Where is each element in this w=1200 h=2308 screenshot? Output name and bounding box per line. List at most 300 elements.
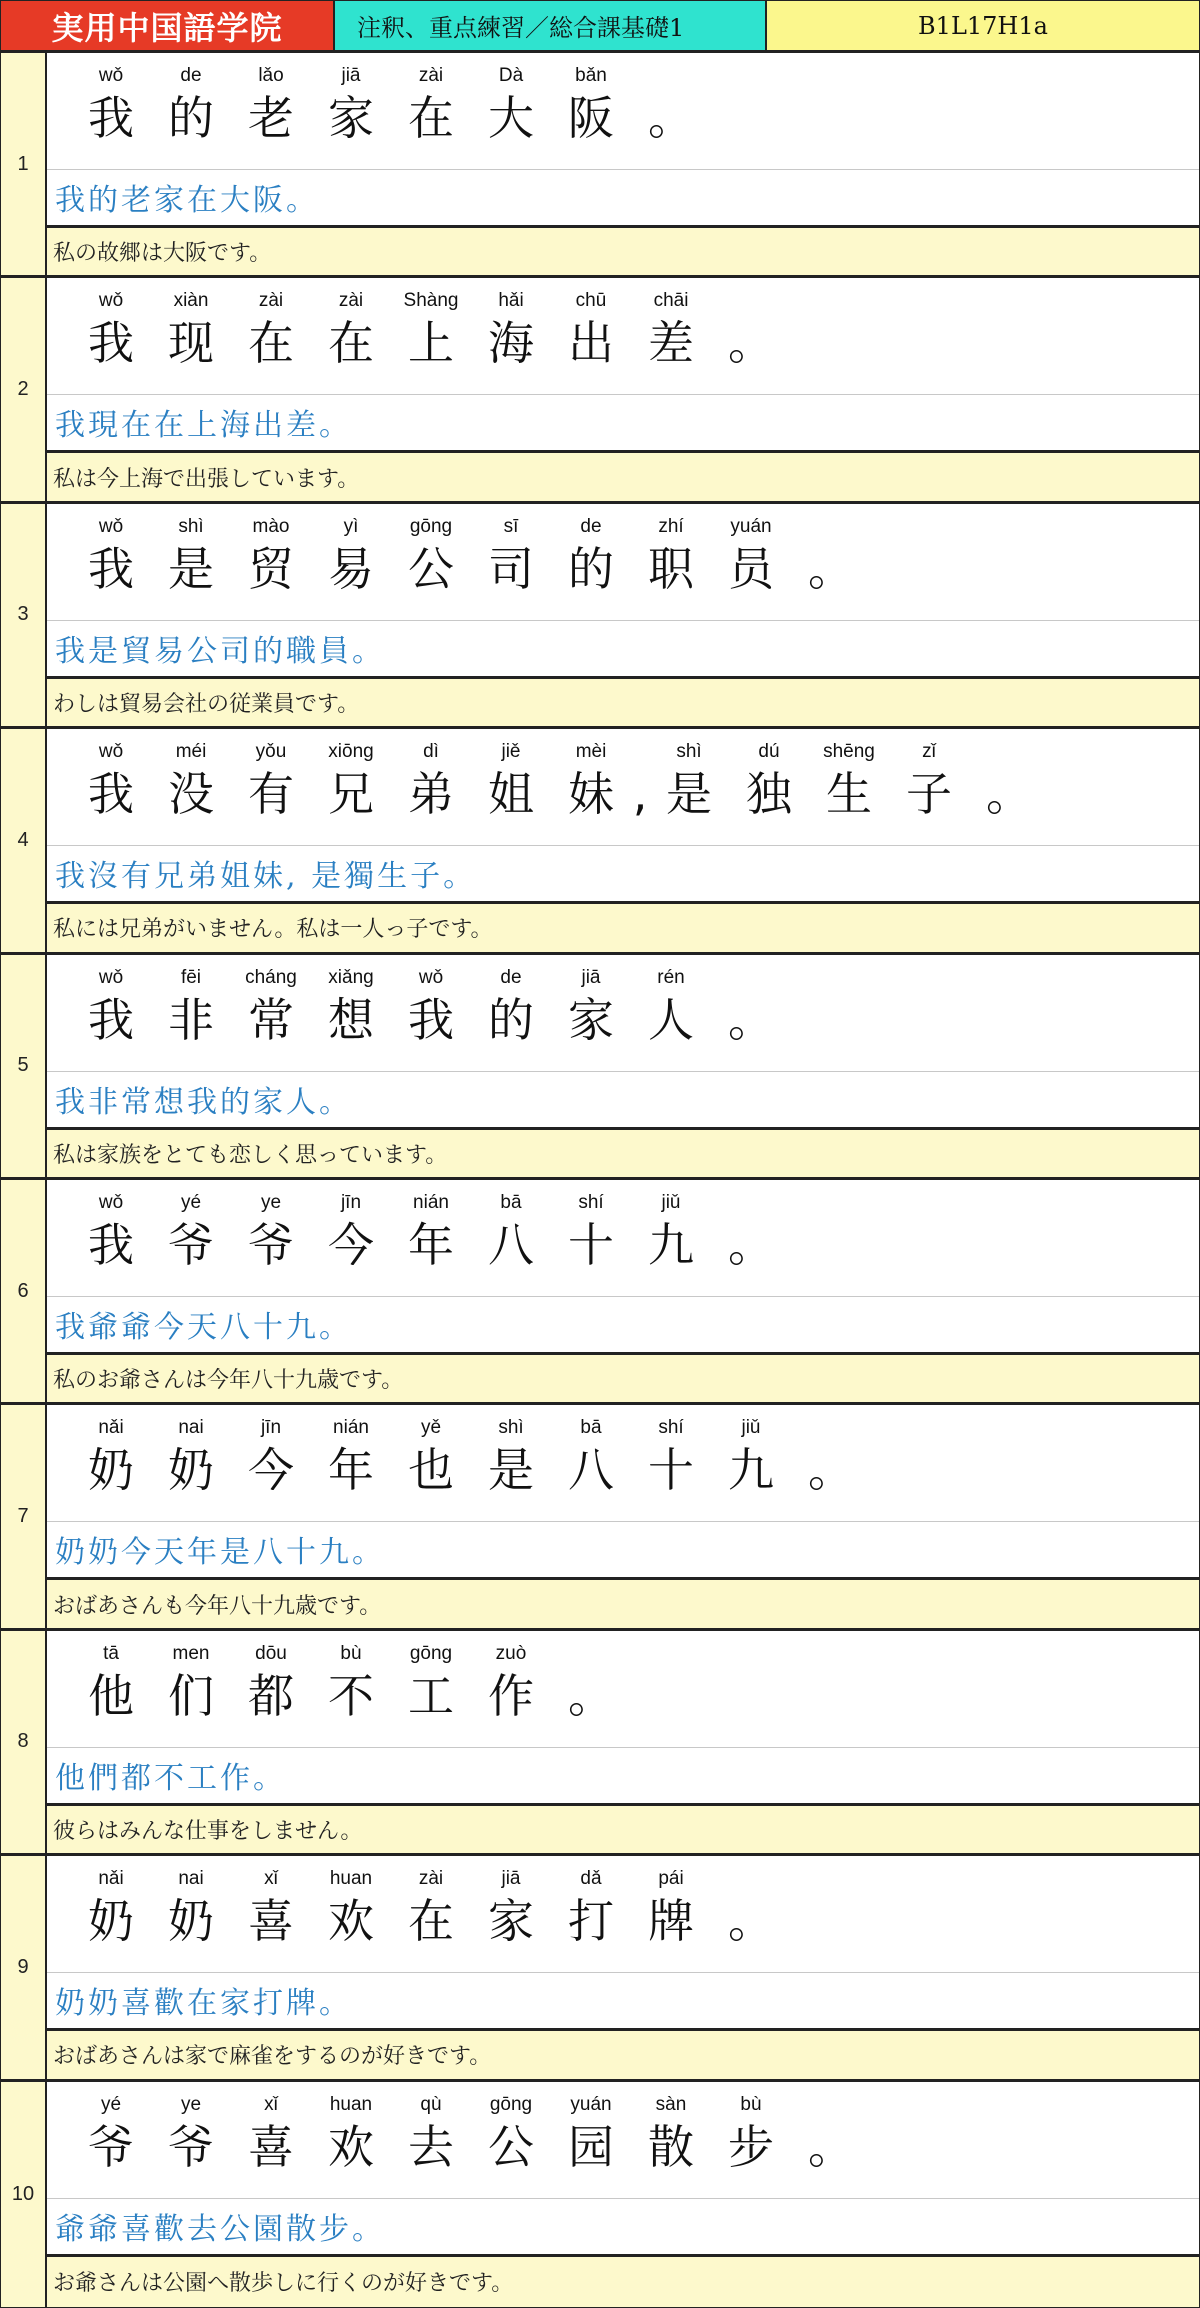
row-number: 10 [1,2082,47,2307]
lesson-code: B1L17H1a [767,1,1199,50]
hanzi: 有 [248,767,294,822]
hanzi: 弟 [408,767,454,822]
hanzi: 家 [328,91,374,145]
hanzi: 的 [488,992,534,1047]
character-cell [631,516,711,600]
hanzi: 园 [568,2119,614,2174]
hanzi: 在 [248,316,294,371]
pinyin: jiě [501,741,521,763]
pinyin: nián [333,1417,369,1439]
character-cell [231,1868,311,1952]
simplified-line [47,1405,1199,1522]
sentence-row [1,1405,1199,1630]
pinyin: pái [658,1868,684,1890]
character-cell [551,1192,631,1276]
pinyin: zài [258,290,284,312]
hanzi: 我 [88,1217,134,1272]
character-cell [71,1192,151,1276]
pinyin: rén [657,966,685,988]
hanzi: 。 [728,316,774,371]
pinyin: dì [423,741,439,763]
row-number: 5 [1,955,47,1177]
pinyin: ye [260,1191,282,1213]
pinyin: mào [252,515,290,537]
hanzi: 易 [328,541,374,596]
character-cell [791,2094,871,2178]
pinyin: dú [758,741,780,763]
sentence-row [1,1180,1199,1405]
character-cell [551,741,631,825]
character-cell [391,1868,471,1952]
hanzi: 工 [408,1668,454,1723]
hanzi: 爷 [168,2119,214,2174]
character-cell [231,1417,311,1501]
character-cell [391,2094,471,2178]
pinyin: xiǎng [328,966,374,988]
pinyin: yǒu [255,741,287,763]
pinyin: zhí [658,515,684,537]
ruby-characters [71,65,711,149]
pinyin: lǎo [258,65,284,86]
character-cell [151,1643,231,1727]
ruby-characters [71,1417,871,1501]
character-cell [471,1192,551,1276]
hanzi: 在 [328,316,374,371]
pinyin: bā [580,1417,602,1439]
ruby-characters [71,967,791,1051]
pinyin: zài [338,290,364,312]
pinyin: yě [420,1417,442,1439]
hanzi: 海 [488,316,534,371]
hanzi: 独 [746,767,792,822]
hanzi: 在 [408,1894,454,1949]
character-cell [711,2094,791,2178]
character-cell [71,1417,151,1501]
character-cell [151,65,231,149]
hanzi: 。 [808,1443,854,1498]
sentence-row [1,955,1199,1180]
character-cell [791,516,871,600]
character-cell [311,1417,391,1501]
ruby-characters [71,1868,791,1952]
row-content [47,729,1199,951]
character-cell [151,741,231,825]
row-number: 9 [1,1856,47,2078]
character-cell [391,741,471,825]
pinyin: gōng [409,515,453,537]
hanzi: 。 [648,91,694,145]
pinyin: bù [340,1642,362,1664]
pinyin: wǒ [98,1191,124,1213]
hanzi: 现 [168,316,214,371]
character-cell [71,516,151,600]
character-cell [311,516,391,600]
sentence-row [1,1856,1199,2081]
hanzi: 。 [728,992,774,1047]
pinyin: xiàn [173,290,209,312]
character-cell [551,1868,631,1952]
character-cell [231,516,311,600]
character-cell [231,290,311,374]
hanzi: 职 [648,541,694,596]
hanzi: 家 [568,992,614,1047]
hanzi: 家 [488,1894,534,1949]
pinyin: jīn [260,1417,282,1439]
pinyin: xǐ [264,1868,278,1890]
sentence-row [1,1631,1199,1856]
pinyin: bǎn [575,65,607,86]
hanzi: 。 [728,1217,774,1272]
ruby-characters [71,1643,631,1727]
hanzi: 司 [488,541,534,596]
hanzi: 爷 [88,2119,134,2174]
character-cell [391,967,471,1051]
sentence-row [1,504,1199,729]
pinyin: yuán [570,2093,612,2115]
hanzi: 打 [568,1894,614,1949]
character-cell [471,967,551,1051]
header-bar [1,1,1199,53]
simplified-line [47,504,1199,621]
hanzi: 散 [648,2119,694,2174]
row-content [47,1405,1199,1627]
hanzi: 差 [648,316,694,371]
character-cell [471,2094,551,2178]
ruby-characters [71,290,791,374]
hanzi: 我 [88,316,134,371]
hanzi: 是 [168,541,214,596]
pinyin: wǒ [418,966,444,988]
pinyin: yì [343,515,359,537]
sentence-row [1,278,1199,503]
simplified-line [47,1856,1199,1973]
character-cell [729,741,809,825]
hanzi: 的 [168,91,214,145]
pinyin: jiǔ [741,1417,761,1439]
character-cell [631,65,711,149]
row-content [47,955,1199,1177]
pinyin: shì [498,1417,524,1439]
pinyin: shí [578,1191,604,1213]
pinyin: yé [100,2093,122,2115]
hanzi: 去 [408,2119,454,2174]
hanzi: 他 [88,1668,134,1723]
hanzi: 九 [648,1217,694,1272]
hanzi: 员 [728,541,774,596]
hanzi: 姐 [488,767,534,822]
pinyin: Dà [498,65,524,86]
pinyin: qù [420,2093,442,2115]
row-content [47,1631,1199,1853]
pinyin: shì [178,515,204,537]
hanzi: 爷 [248,1217,294,1272]
hanzi: 出 [568,316,614,371]
pinyin: de [180,65,202,86]
pinyin: yé [180,1191,202,1213]
hanzi: 是 [666,767,712,822]
character-cell [711,516,791,600]
character-cell [551,2094,631,2178]
pinyin: huan [329,1868,373,1890]
hanzi: 。 [808,2119,854,2174]
row-content [47,1856,1199,2078]
hanzi: 欢 [328,2119,374,2174]
pinyin: gōng [489,2093,533,2115]
japanese-translation: 私には兄弟がいません。私は一人っ子です。 [47,904,1199,951]
character-cell [151,290,231,374]
character-cell [151,1192,231,1276]
hanzi: 都 [248,1668,294,1723]
hanzi: , [632,767,648,822]
pinyin: yuán [730,515,772,537]
hanzi: 常 [248,992,294,1047]
character-cell [711,967,791,1051]
ruby-characters [71,2094,871,2178]
traditional-sentence: 他們都不工作。 [47,1747,1199,1806]
japanese-translation: お爺さんは公園へ散歩しに行くのが好きです。 [47,2257,1199,2307]
pinyin: xiōng [328,741,374,763]
japanese-translation: わしは貿易会社の従業員です。 [47,679,1199,726]
character-cell [471,1417,551,1501]
hanzi: 想 [328,992,374,1047]
row-number: 1 [1,53,47,275]
pinyin: bù [740,2093,762,2115]
simplified-line [47,1180,1199,1297]
hanzi: 老 [248,91,294,145]
ruby-characters [71,741,1049,825]
pinyin: wǒ [98,515,124,537]
character-cell [71,1643,151,1727]
character-cell [151,1868,231,1952]
pinyin: gōng [409,1642,453,1664]
character-cell [231,1192,311,1276]
character-cell [471,1643,551,1727]
hanzi: 牌 [648,1894,694,1949]
japanese-translation: 私は家族をとても恋しく思っています。 [47,1130,1199,1177]
pinyin: wǒ [98,741,124,763]
japanese-translation: 私のお爺さんは今年八十九歳です。 [47,1355,1199,1402]
hanzi: 步 [728,2119,774,2174]
hanzi: 没 [168,767,214,822]
character-cell [151,2094,231,2178]
pinyin: huan [329,2093,373,2115]
hanzi: 人 [648,992,694,1047]
school-title: 実用中国語学院 [1,1,335,50]
pinyin: wǒ [98,290,124,312]
hanzi: 十 [648,1443,694,1498]
character-cell [231,741,311,825]
pinyin: chū [575,290,607,312]
hanzi: 。 [986,767,1032,822]
simplified-line [47,729,1199,846]
hanzi: 妹 [568,767,614,822]
character-cell [71,1868,151,1952]
hanzi: 也 [408,1443,454,1498]
traditional-sentence: 我現在在上海出差。 [47,394,1199,453]
row-content [47,53,1199,275]
character-cell [551,290,631,374]
hanzi: 是 [488,1443,534,1498]
japanese-translation: 私は今上海で出張しています。 [47,453,1199,500]
hanzi: 非 [168,992,214,1047]
character-cell [551,967,631,1051]
traditional-sentence: 我的老家在大阪。 [47,169,1199,228]
hanzi: 在 [408,91,454,145]
pinyin: wǒ [98,966,124,988]
character-cell [71,2094,151,2178]
sentence-row [1,2082,1199,2307]
simplified-line [47,2082,1199,2199]
hanzi: 我 [88,767,134,822]
pinyin: jiā [581,966,601,988]
sentence-list [1,53,1199,2307]
sentence-row [1,53,1199,278]
character-cell [631,741,649,825]
pinyin: shì [676,741,702,763]
character-cell [231,2094,311,2178]
character-cell [231,65,311,149]
pinyin: dǎ [580,1868,602,1890]
character-cell [631,290,711,374]
pinyin: nai [178,1417,204,1439]
character-cell [311,1643,391,1727]
lesson-subtitle: 注釈、重点練習／総合課基礎1 [335,1,767,50]
character-cell [791,1417,871,1501]
character-cell [551,516,631,600]
hanzi: 喜 [248,2119,294,2174]
japanese-translation: おばあさんは家で麻雀をするのが好きです。 [47,2031,1199,2078]
character-cell [151,967,231,1051]
character-cell [391,1417,471,1501]
row-number: 7 [1,1405,47,1627]
hanzi: 的 [568,541,614,596]
character-cell [551,1643,631,1727]
character-cell [711,290,791,374]
character-cell [311,65,391,149]
character-cell [311,741,391,825]
hanzi: 今 [328,1217,374,1272]
character-cell [71,741,151,825]
hanzi: 年 [328,1443,374,1498]
hanzi: 我 [408,992,454,1047]
pinyin: fēi [180,966,202,988]
simplified-line [47,53,1199,170]
pinyin: sī [503,515,519,537]
hanzi: 年 [408,1217,454,1272]
hanzi: 。 [808,541,854,596]
traditional-sentence: 爺爺喜歡去公園散步。 [47,2198,1199,2257]
character-cell [711,1417,791,1501]
row-number: 3 [1,504,47,726]
character-cell [631,967,711,1051]
hanzi: 大 [488,91,534,145]
pinyin: zài [418,65,444,86]
character-cell [151,1417,231,1501]
hanzi: 喜 [248,1894,294,1949]
character-cell [391,290,471,374]
pinyin: de [500,966,522,988]
japanese-translation: 私の故郷は大阪です。 [47,228,1199,275]
pinyin: jiā [501,1868,521,1890]
character-cell [809,741,889,825]
character-cell [311,2094,391,2178]
character-cell [711,1868,791,1952]
character-cell [711,1192,791,1276]
row-content [47,2082,1199,2307]
character-cell [551,1417,631,1501]
hanzi: 奶 [88,1443,134,1498]
hanzi: 。 [568,1668,614,1723]
row-number: 4 [1,729,47,951]
traditional-sentence: 我爺爺今天八十九。 [47,1296,1199,1355]
character-cell [471,65,551,149]
pinyin: zuò [495,1642,527,1664]
character-cell [969,741,1049,825]
japanese-translation: 彼らはみんな仕事をしません。 [47,1806,1199,1853]
traditional-sentence: 我沒有兄弟姐妹, 是獨生子。 [47,845,1199,904]
character-cell [311,1868,391,1952]
character-cell [311,290,391,374]
traditional-sentence: 我非常想我的家人。 [47,1071,1199,1130]
ruby-characters [71,1192,791,1276]
hanzi: 欢 [328,1894,374,1949]
japanese-translation: おばあさんも今年八十九歳です。 [47,1580,1199,1627]
hanzi: 作 [488,1668,534,1723]
pinyin: Shàng [403,290,459,312]
traditional-sentence: 奶奶喜歡在家打牌。 [47,1972,1199,2031]
hanzi: 们 [168,1668,214,1723]
character-cell [889,741,969,825]
pinyin: chāi [653,290,689,312]
hanzi: 爷 [168,1217,214,1272]
character-cell [649,741,729,825]
character-cell [631,1192,711,1276]
character-cell [231,1643,311,1727]
hanzi: 我 [88,91,134,145]
pinyin: dōu [255,1642,287,1664]
row-number: 6 [1,1180,47,1402]
character-cell [311,1192,391,1276]
pinyin: mèi [575,741,607,763]
character-cell [471,741,551,825]
hanzi: 贸 [248,541,294,596]
character-cell [71,290,151,374]
pinyin: cháng [245,966,297,988]
pinyin: bā [500,1191,522,1213]
hanzi: 不 [328,1668,374,1723]
row-number: 8 [1,1631,47,1853]
character-cell [71,65,151,149]
pinyin: nai [178,1868,204,1890]
pinyin: shí [658,1417,684,1439]
pinyin: nǎi [98,1868,124,1890]
pinyin: jiǔ [661,1191,681,1213]
pinyin: ye [180,2093,202,2115]
hanzi: 公 [488,2119,534,2174]
hanzi: 八 [568,1443,614,1498]
hanzi: 今 [248,1443,294,1498]
pinyin: wǒ [98,65,124,86]
character-cell [631,1868,711,1952]
pinyin: méi [175,741,207,763]
pinyin: zǐ [922,741,936,763]
character-cell [391,65,471,149]
character-cell [471,516,551,600]
character-cell [71,967,151,1051]
pinyin: shēng [823,741,875,763]
character-cell [551,65,631,149]
simplified-line [47,955,1199,1072]
